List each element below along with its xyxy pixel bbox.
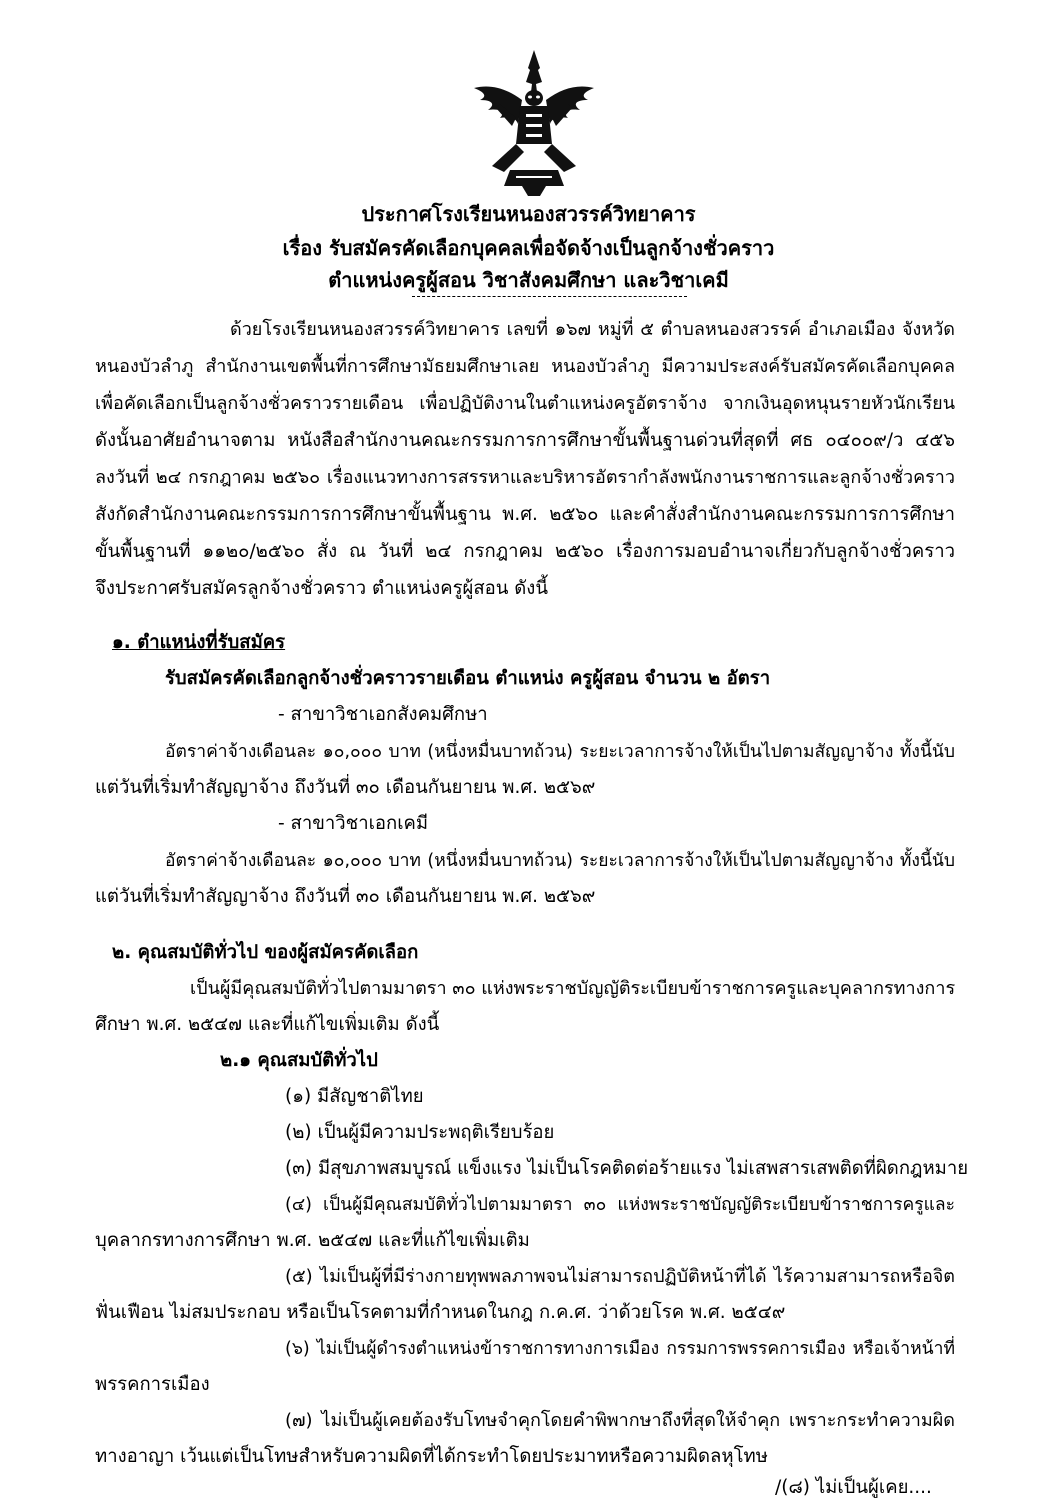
- announcement-title: ประกาศโรงเรียนหนองสวรรค์วิทยาคาร: [361, 202, 696, 226]
- qualification-5-line-1: (๕) ไม่เป็นผู้ที่มีร่างกายทุพพลภาพจนไม่สามารถปฏิบัติหน้าที่ได้ ไร้ความสามารถหรือจิต: [285, 1266, 955, 1287]
- intro-line-5: ลงวันที่ ๒๔ กรกฎาคม ๒๕๖๐ เรื่องแนวทางการสรรหาและบริหารอัตรากำลังพนักงานราชการและลูกจ้างชั่วคราว: [95, 467, 955, 488]
- announcement-position: ตำแหน่งครูผู้สอน วิชาสังคมศึกษา และวิชาเคมี: [328, 268, 729, 292]
- section2-para-line-1: เป็นผู้มีคุณสมบัติทั่วไปตามมาตรา ๓๐ แห่งพระราชบัญญัติระเบียบข้าราชการครูและบุคลากรทางการ: [190, 978, 956, 999]
- qualification-7-line-2: ทางอาญา เว้นแต่เป็นโทษสำหรับความผิดที่ได้กระทำโดยประมาทหรือความผิดลหุโทษ: [95, 1446, 768, 1467]
- rate-social-line-1: อัตราค่าจ้างเดือนละ ๑๐,๐๐๐ บาท (หนึ่งหมื่นบาทถ้วน) ระยะเวลาการจ้างให้เป็นไปตามสัญญาจ้าง ทั้งนี้นับ: [165, 742, 955, 762]
- section2-heading: ๒. คุณสมบัติทั่วไป ของผู้สมัครคัดเลือก: [112, 942, 419, 963]
- title-divider: [412, 296, 687, 297]
- qualification-4-line-2: บุคลากรทางการศึกษา พ.ศ. ๒๕๔๗ และที่แก้ไขเพิ่มเติม: [95, 1230, 530, 1251]
- continuation-note: /(๘) ไม่เป็นผู้เคย....: [775, 1477, 932, 1498]
- qualification-2: (๒) เป็นผู้มีความประพฤติเรียบร้อย: [285, 1122, 555, 1143]
- qualification-7-line-1: (๗) ไม่เป็นผู้เคยต้องรับโทษจำคุกโดยคำพิพากษาถึงที่สุดให้จำคุก เพราะกระทำความผิด: [285, 1410, 955, 1431]
- qualification-6-line-1: (๖) ไม่เป็นผู้ดำรงตำแหน่งข้าราชการทางการเมือง กรรมการพรรคการเมือง หรือเจ้าหน้าที่: [285, 1339, 955, 1359]
- qualification-3: (๓) มีสุขภาพสมบูรณ์ แข็งแรง ไม่เป็นโรคติดต่อร้ายแรง ไม่เสพสารเสพติดที่ผิดกฎหมาย: [285, 1158, 969, 1179]
- intro-line-8: จึงประกาศรับสมัครลูกจ้างชั่วคราว ตำแหน่งครูผู้สอน ดังนี้: [95, 578, 548, 599]
- section2-para-line-2: ศึกษา พ.ศ. ๒๕๔๗ และที่แก้ไขเพิ่มเติม ดังนี้: [95, 1014, 440, 1035]
- intro-line-3: เพื่อคัดเลือกเป็นลูกจ้างชั่วคราวรายเดือน เพื่อปฏิบัติงานในตำแหน่งครูอัตราจ้าง จากเงินอุดหนุนรายหัวนักเรียน: [95, 393, 955, 414]
- intro-line-7: ขั้นพื้นฐานที่ ๑๑๒๐/๒๕๖๐ สั่ง ณ วันที่ ๒๔ กรกฎาคม ๒๕๖๐ เรื่องการมอบอำนาจเกี่ยวกับลูกจ้างชั่วคราว: [95, 541, 955, 562]
- branch-chemistry: - สาขาวิชาเอกเคมี: [278, 813, 429, 834]
- qualification-4-line-1: (๔) เป็นผู้มีคุณสมบัติทั่วไปตามมาตรา ๓๐ แห่งพระราชบัญญัติระเบียบข้าราชการครูและ: [285, 1195, 955, 1215]
- section1-subheading: รับสมัครคัดเลือกลูกจ้างชั่วคราวรายเดือน ตำแหน่ง ครูผู้สอน จำนวน ๒ อัตรา: [165, 668, 771, 689]
- qualification-1: (๑) มีสัญชาติไทย: [285, 1086, 424, 1107]
- section2-1-heading: ๒.๑ คุณสมบัติทั่วไป: [220, 1050, 378, 1071]
- qualification-5-line-2: ฟั่นเฟือน ไม่สมประกอบ หรือเป็นโรคตามที่กำหนดในกฎ ก.ค.ศ. ว่าด้วยโรค พ.ศ. ๒๕๔๙: [95, 1302, 786, 1323]
- intro-line-4: ดังนั้นอาศัยอำนาจตาม หนังสือสำนักงานคณะกรรมการการศึกษาขั้นพื้นฐานด่วนที่สุดที่ ศธ ๐๔๐๐๙/ว ๔๕๖: [95, 430, 955, 451]
- rate-chem-line-1: อัตราค่าจ้างเดือนละ ๑๐,๐๐๐ บาท (หนึ่งหมื่นบาทถ้วน) ระยะเวลาการจ้างให้เป็นไปตามสัญญาจ้าง ทั้งนี้นับ: [165, 851, 955, 871]
- intro-line-6: สังกัดสำนักงานคณะกรรมการการศึกษาขั้นพื้นฐาน พ.ศ. ๒๕๖๐ และคำสั่งสำนักงานคณะกรรมการการศึกษา: [95, 504, 955, 525]
- intro-line-1: ด้วยโรงเรียนหนองสวรรค์วิทยาคาร เลขที่ ๑๖๗ หมู่ที่ ๕ ตำบลหนองสวรรค์ อำเภอเมือง จังหวัด: [230, 319, 955, 340]
- garuda-emblem: [470, 48, 598, 198]
- rate-social-line-2: แต่วันที่เริ่มทำสัญญาจ้าง ถึงวันที่ ๓๐ เดือนกันยายน พ.ศ. ๒๕๖๙: [95, 777, 596, 798]
- qualification-6-line-2: พรรคการเมือง: [95, 1374, 210, 1395]
- announcement-subject: เรื่อง รับสมัครคัดเลือกบุคคลเพื่อจัดจ้างเป็นลูกจ้างชั่วคราว: [282, 236, 775, 260]
- rate-chem-line-2: แต่วันที่เริ่มทำสัญญาจ้าง ถึงวันที่ ๓๐ เดือนกันยายน พ.ศ. ๒๕๖๙: [95, 886, 596, 907]
- section1-heading: ๑. ตำแหน่งที่รับสมัคร: [112, 632, 286, 653]
- branch-social-studies: - สาขาวิชาเอกสังคมศึกษา: [278, 704, 488, 725]
- intro-line-2: หนองบัวลำภู สำนักงานเขตพื้นที่การศึกษามัธยมศึกษาเลย หนองบัวลำภู มีความประสงค์รับสมัครคัดเลือกบุคคล: [95, 356, 955, 377]
